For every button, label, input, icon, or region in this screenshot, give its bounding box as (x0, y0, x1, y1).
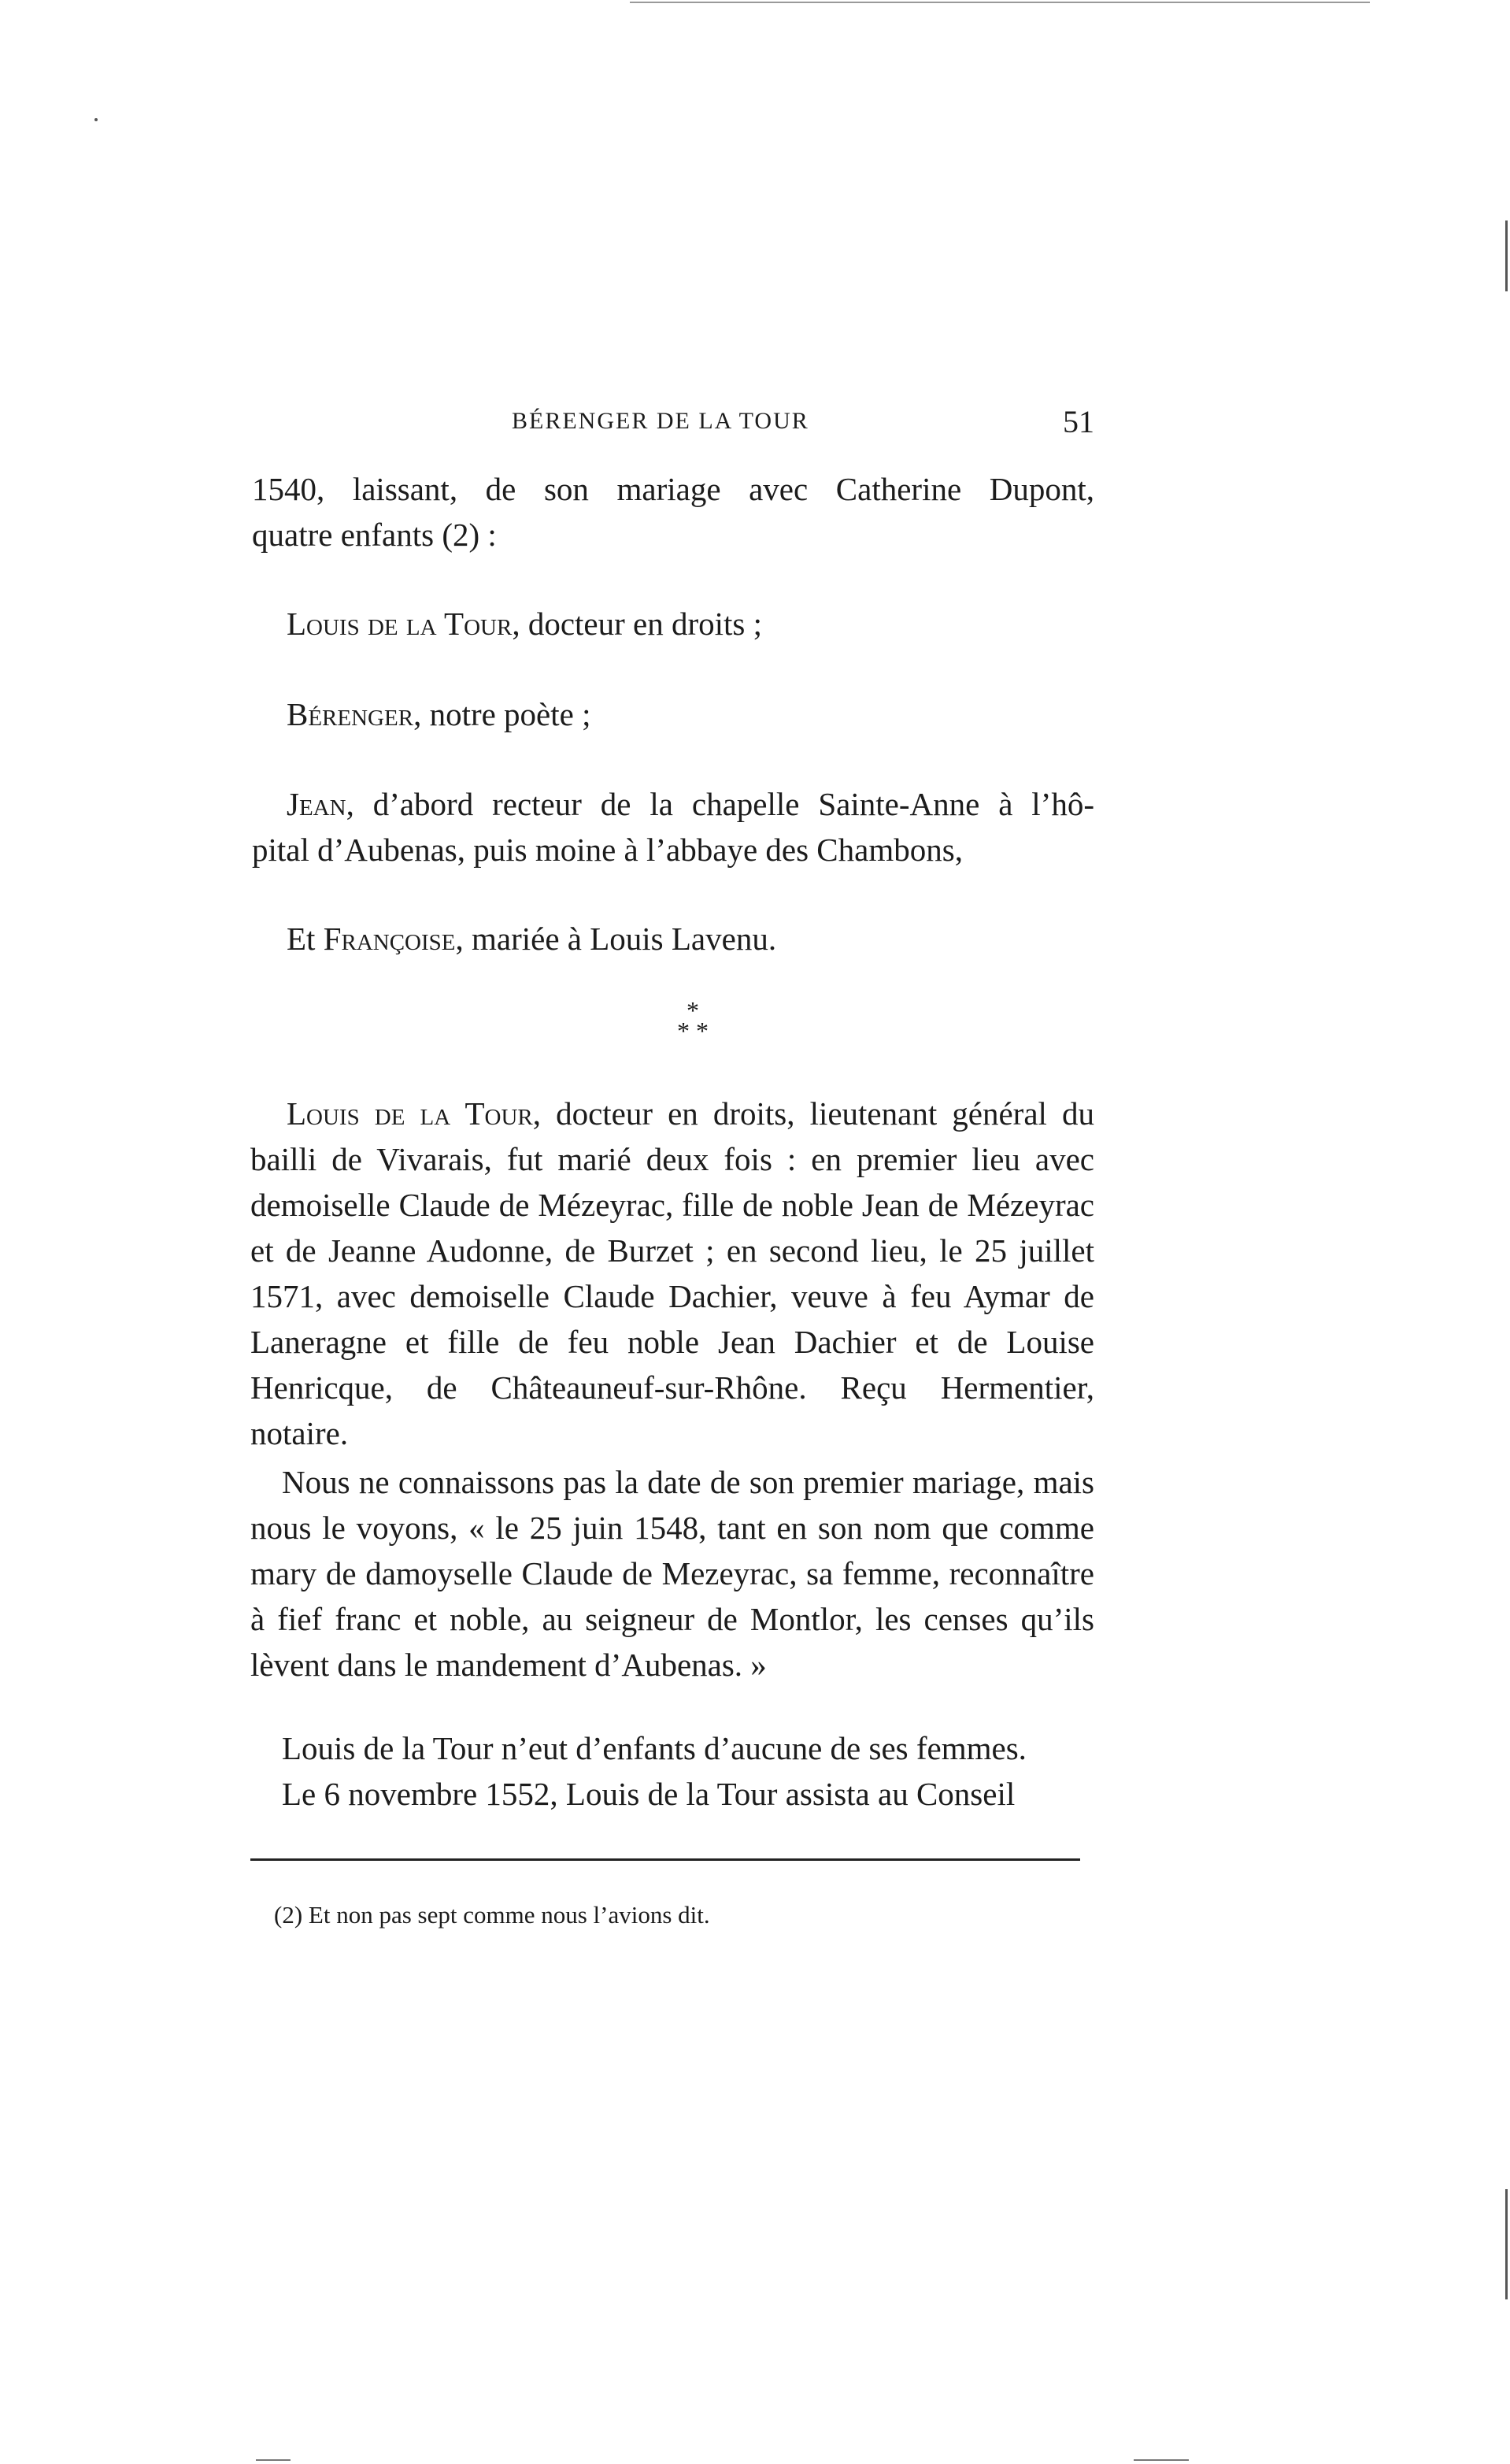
child-desc-berenger: , notre poète ; (413, 696, 591, 732)
paragraph-first-marriage: Nous ne connaissons pas la date de son premier mariage, mais nous le voyons, « le 25 juin 1548, tant en son nom que comme mary de damoyselle Claude de Mezeyrac, sa femme, reconnaître à fief franc et noble, au seigneur de Montlor, les censes qu’ils lèvent dans le mandement d’Aubenas. » (250, 1464, 1094, 1683)
child-name-louis: Louis de la Tour (287, 606, 513, 642)
paragraph-no-children: Louis de la Tour n’eut d’enfants d’aucune de ses femmes. (282, 1730, 1027, 1766)
footnote-rule (250, 1858, 1080, 1861)
child-name-francoise: Françoise (323, 921, 456, 957)
footnote: (2) Et non pas sept comme nous l’avions dit. (274, 1901, 710, 1929)
child-entry-louis (287, 601, 1094, 647)
paragraph-louis-name: Louis de la Tour (287, 1095, 533, 1132)
child-entry-francoise (287, 916, 1094, 962)
top-edge-rule (630, 2, 1370, 3)
right-margin-mark-lower (1505, 2189, 1508, 2299)
child-entry-jean-line-2: pital d’Aubenas, puis moine à l’abbaye des Chambons, (252, 832, 963, 868)
asterism-bottom: * * (677, 1017, 709, 1045)
child-name-jean: Jean (287, 786, 346, 822)
child-desc-francoise: , mariée à Louis Lavenu. (455, 921, 777, 957)
child-prefix-francoise: Et (287, 921, 324, 957)
child-entry-jean (287, 781, 1094, 827)
child-desc-jean: , d’abord recteur de la chapelle Sainte-Anne à l’hô- (346, 786, 1094, 822)
right-margin-mark (1505, 220, 1508, 291)
paragraph-louis-text: , docteur en droits, lieutenant général du bailli de Vivarais, fut marié deux fois : en premier lieu avec demoiselle Claude de Mézeyrac, fille de noble Jean de Mézeyrac et de Jeanne Audonne, de Burzet ; en second lieu, le 25 juillet 1571, avec demoiselle Claude Dachier, veuve à feu Aymar de Laneragne et fille de feu noble Jean Dachier et de Louise Henricque, de Châteauneuf-sur-Rhône. Reçu Hermentier, notaire. (250, 1095, 1094, 1451)
page-number: 51 (1063, 404, 1094, 439)
bottom-edge-mark (256, 2459, 291, 2461)
paragraph-1-line-1: 1540, laissant, de son mariage avec Catherine Dupont, (252, 471, 1094, 507)
child-name-berenger: Bérenger (287, 696, 414, 732)
paragraph-1-line-2: quatre enfants (2) : (252, 517, 497, 553)
child-desc-louis: , docteur en droits ; (512, 606, 762, 642)
asterism-top: * (687, 996, 699, 1025)
asterism (638, 996, 748, 1045)
bottom-edge-mark-right (1134, 2459, 1189, 2461)
running-head (252, 404, 1094, 444)
left-margin-dot (94, 118, 98, 121)
paragraph-council: Le 6 novembre 1552, Louis de la Tour assista au Conseil (282, 1776, 1016, 1812)
paragraph-louis-marriages (250, 1091, 1094, 1456)
child-entry-berenger (287, 691, 1094, 737)
running-title: BÉRENGER DE LA TOUR (512, 408, 809, 434)
